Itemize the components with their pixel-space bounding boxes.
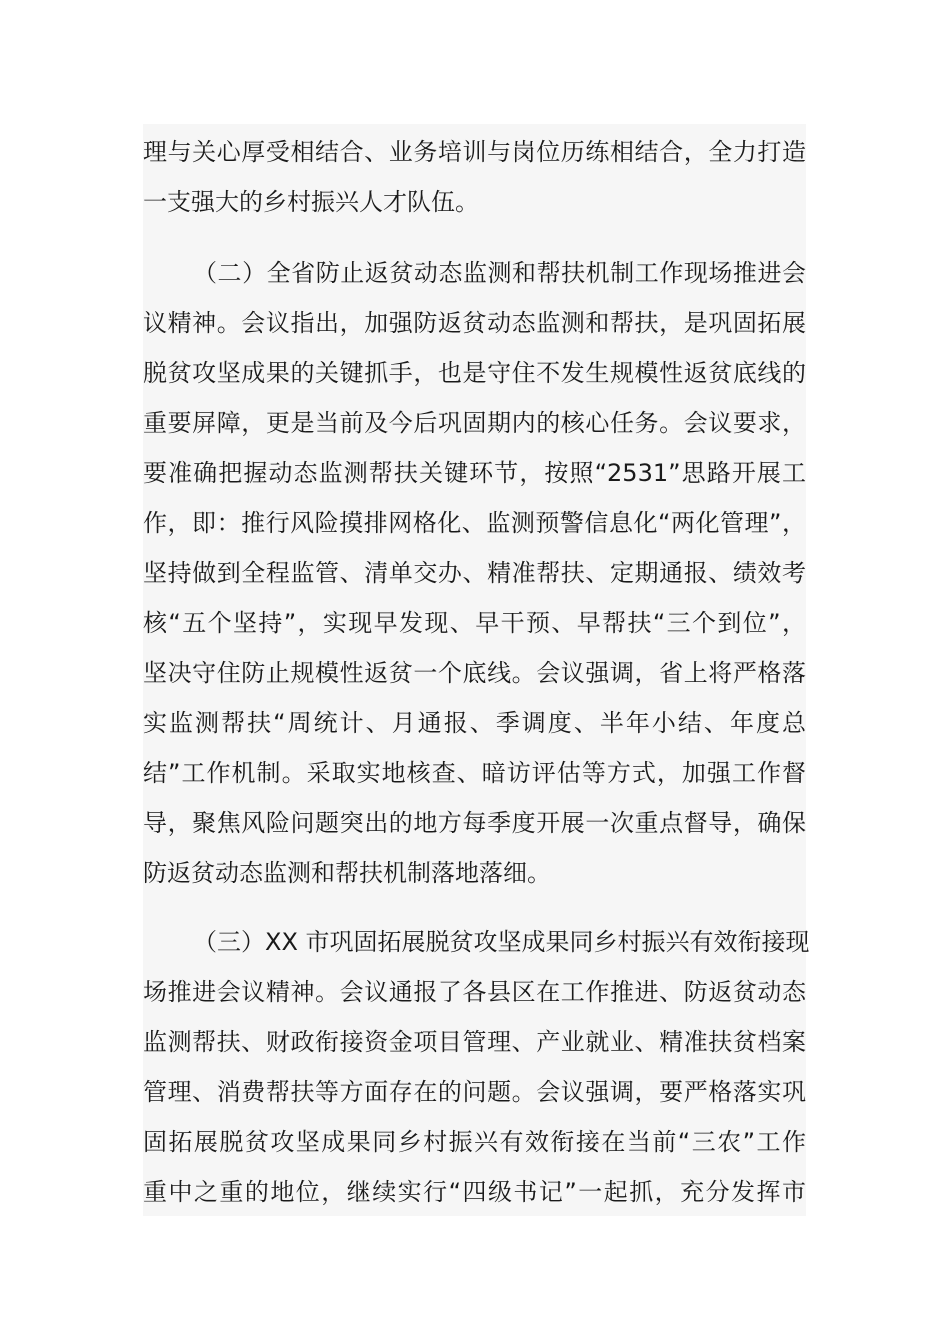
text-line: 理与关心厚受相结合、业务培训与岗位历练相结合，全力打造 bbox=[143, 138, 806, 166]
text-line: 一支强大的乡村振兴人才队伍。 bbox=[143, 188, 479, 216]
text-line: 坚持做到全程监管、清单交办、精准帮扶、定期通报、绩效考 bbox=[143, 559, 806, 587]
text-line: （二）全省防止返贫动态监测和帮扶机制工作现场推进会 bbox=[193, 259, 806, 287]
text-line: 重中之重的地位，继续实行“四级书记”一起抓，充分发挥市 bbox=[143, 1178, 806, 1206]
text-line: 导，聚焦风险问题突出的地方每季度开展一次重点督导，确保 bbox=[143, 809, 806, 837]
text-line: 核“五个坚持”，实现早发现、早干预、早帮扶“三个到位”， bbox=[143, 609, 806, 637]
text-line: 脱贫攻坚成果的关键抓手，也是守住不发生规模性返贫底线的 bbox=[143, 359, 806, 387]
text-line: 结”工作机制。采取实地核查、暗访评估等方式，加强工作督 bbox=[143, 759, 806, 787]
document-body bbox=[143, 124, 810, 1216]
paragraph-provincial-meeting bbox=[143, 248, 806, 898]
text-line: 场推进会议精神。会议通报了各县区在工作推进、防返贫动态 bbox=[143, 978, 806, 1006]
text-line: 管理、消费帮扶等方面存在的问题。会议强调，要严格落实巩 bbox=[143, 1078, 806, 1106]
text-line: 要准确把握动态监测帮扶关键环节，按照“2531”思路开展工 bbox=[143, 459, 806, 487]
paragraph-city-meeting bbox=[143, 917, 810, 1217]
paragraph-talent-team bbox=[143, 127, 806, 227]
text-line: 防返贫动态监测和帮扶机制落地落细。 bbox=[143, 859, 551, 887]
text-line: （三）XX 市巩固拓展脱贫攻坚成果同乡村振兴有效衔接现 bbox=[193, 928, 810, 956]
text-line: 坚决守住防止规模性返贫一个底线。会议强调，省上将严格落 bbox=[143, 659, 806, 687]
text-line: 议精神。会议指出，加强防返贫动态监测和帮扶，是巩固拓展 bbox=[143, 309, 806, 337]
text-line: 作，即：推行风险摸排网格化、监测预警信息化“两化管理”， bbox=[143, 509, 806, 537]
text-line: 固拓展脱贫攻坚成果同乡村振兴有效衔接在当前“三农”工作 bbox=[143, 1128, 806, 1156]
text-line: 监测帮扶、财政衔接资金项目管理、产业就业、精准扶贫档案 bbox=[143, 1028, 806, 1056]
text-line: 实监测帮扶“周统计、月通报、季调度、半年小结、年度总 bbox=[143, 709, 806, 737]
text-line: 重要屏障，更是当前及今后巩固期内的核心任务。会议要求， bbox=[143, 409, 806, 437]
